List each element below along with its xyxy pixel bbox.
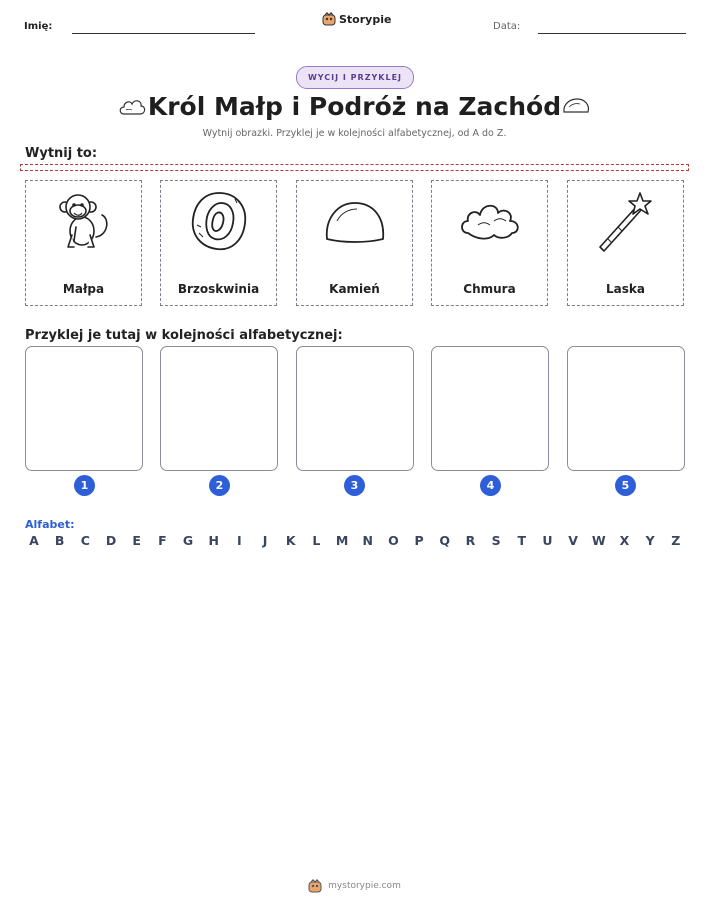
- alphabet-letter: U: [542, 533, 553, 548]
- footer: [0, 879, 709, 893]
- card-label: Brzoskwinia: [177, 282, 260, 296]
- cut-card-staff[interactable]: [567, 180, 684, 306]
- slot-number: 1: [74, 475, 95, 496]
- alphabet-letter: I: [237, 533, 242, 548]
- alphabet-letter: C: [80, 533, 90, 548]
- alphabet-letter: M: [335, 533, 349, 548]
- slot-number: 4: [480, 475, 501, 496]
- paste-slot-2[interactable]: [160, 346, 278, 471]
- cut-card-peach[interactable]: [160, 180, 277, 306]
- alphabet-letter: T: [517, 533, 527, 548]
- activity-badge: WYCIJ I PRZYKLEJ: [296, 66, 414, 89]
- alphabet-row: [25, 533, 685, 548]
- alphabet-letter: K: [285, 533, 296, 548]
- cut-card-monkey[interactable]: [25, 180, 142, 306]
- name-line: [72, 33, 255, 34]
- stone-decoration-right-icon: [561, 95, 591, 117]
- alphabet-letter: E: [132, 533, 141, 548]
- brand-logo: [322, 12, 391, 26]
- paste-slot-4[interactable]: [431, 346, 549, 471]
- slot-number: 5: [615, 475, 636, 496]
- alphabet-letter: F: [158, 533, 167, 548]
- alphabet-letter: L: [312, 533, 321, 548]
- alphabet-letter: R: [465, 533, 476, 548]
- alphabet-letter: G: [182, 533, 194, 548]
- brand-name: Storypie: [339, 12, 392, 26]
- date-label: Data:: [493, 21, 521, 32]
- card-label: Kamień: [329, 282, 380, 296]
- alphabet-letter: X: [619, 533, 630, 548]
- alphabet-heading: Alfabet:: [25, 518, 75, 531]
- slot-number: 3: [344, 475, 365, 496]
- page-title: Król Małp i Podróż na Zachód: [147, 92, 562, 121]
- alphabet-letter: D: [105, 533, 117, 548]
- alphabet-letter: S: [491, 533, 501, 548]
- footer-url[interactable]: mystorypie.com: [328, 881, 401, 891]
- alphabet-letter: N: [362, 533, 373, 548]
- name-label: Imię:: [24, 21, 53, 32]
- cut-heading: Wytnij to:: [25, 146, 98, 161]
- instructions: Wytnij obrazki. Przyklej je w kolejności alfabetycznej, od A do Z.: [202, 128, 507, 139]
- alphabet-letter: O: [388, 533, 399, 548]
- paste-slot-1[interactable]: [25, 346, 143, 471]
- paste-slot-5[interactable]: [567, 346, 685, 471]
- cut-line: [20, 164, 689, 171]
- peach-icon: [187, 189, 251, 253]
- storypie-logo-icon: [308, 879, 322, 893]
- cut-card-cloud[interactable]: [431, 180, 548, 306]
- alphabet-letter: Q: [439, 533, 451, 548]
- staff-icon: [594, 189, 658, 253]
- stone-icon: [323, 189, 387, 253]
- date-line: [538, 33, 686, 34]
- paste-heading: Przyklej je tutaj w kolejności alfabetycznej:: [25, 328, 343, 343]
- alphabet-letter: W: [591, 533, 606, 548]
- alphabet-letter: J: [262, 533, 268, 548]
- monkey-icon: [52, 189, 116, 253]
- card-label: Małpa: [62, 282, 105, 296]
- alphabet-letter: Y: [645, 533, 655, 548]
- card-label: Laska: [606, 282, 645, 296]
- alphabet-letter: B: [54, 533, 65, 548]
- alphabet-letter: A: [29, 533, 39, 548]
- paste-slot-3[interactable]: [296, 346, 414, 471]
- storypie-logo-icon: [322, 12, 336, 26]
- alphabet-letter: V: [568, 533, 578, 548]
- card-label: Chmura: [463, 282, 516, 296]
- cut-card-stone[interactable]: [296, 180, 413, 306]
- alphabet-letter: P: [414, 533, 424, 548]
- cloud-icon: [458, 189, 522, 253]
- alphabet-letter: Z: [671, 533, 681, 548]
- alphabet-letter: H: [208, 533, 219, 548]
- slot-number: 2: [209, 475, 230, 496]
